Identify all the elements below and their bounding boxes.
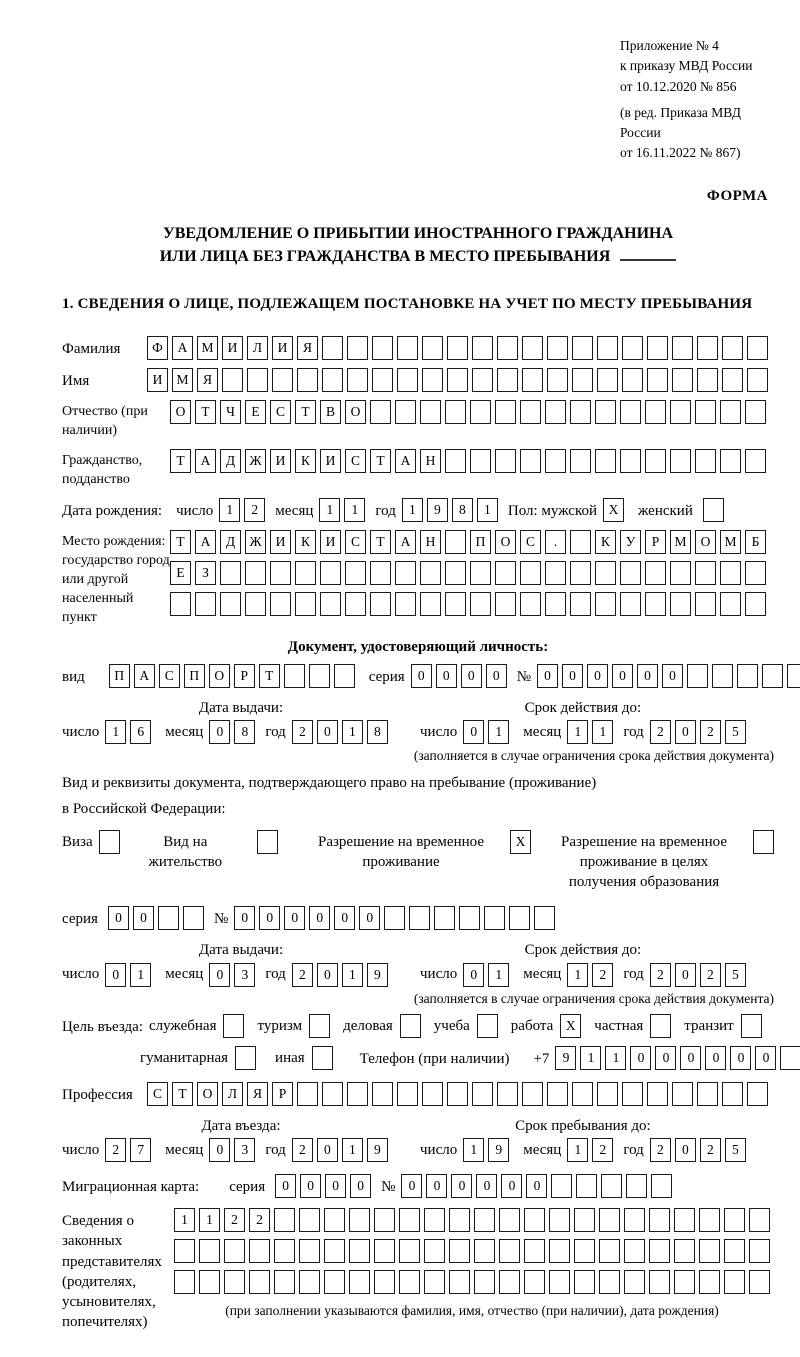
day-label: число (420, 723, 458, 740)
purpose-lead-label: Цель въезда: (62, 1018, 143, 1035)
citizenship-cells: Т А Д Ж И К И С Т А Н (170, 449, 766, 473)
valid-until-heading: Срок действия до: (524, 699, 642, 716)
residence-intro-line1: Вид и реквизиты документа, подтверждающего право на пребывание (проживание) (62, 775, 597, 792)
stay-month: 1 2 (567, 1138, 613, 1162)
number-label: № (381, 1179, 396, 1196)
day-label: число (420, 1141, 458, 1158)
migration-card-label: Миграционная карта: (62, 1179, 200, 1196)
residence-number-cells: 0 0 0 0 0 0 (234, 906, 555, 930)
stay-until-col (420, 1116, 746, 1162)
profession-row (62, 1082, 774, 1106)
document-title-line2: ИЛИ ЛИЦА БЕЗ ГРАЖДАНСТВА В МЕСТО ПРЕБЫВАНИЯ (62, 245, 774, 268)
seriya-label: серия (229, 1179, 266, 1196)
residence-permit-label: Вид на жительство (148, 833, 223, 870)
entry-year: 2 0 1 9 (292, 1138, 388, 1162)
residence-permit-options (62, 830, 774, 893)
purpose-humanitarian: гуманитарная (140, 1046, 256, 1070)
identity-expiry-fields (420, 720, 746, 744)
sex-female-checkbox (703, 498, 724, 522)
identity-issue-day: 1 6 (105, 720, 151, 744)
migration-seriya-cells: 0 0 0 0 (275, 1174, 371, 1198)
year-label: год (265, 723, 286, 740)
purpose-work-checkbox: X (560, 1014, 581, 1038)
residence-issue-fields (62, 963, 420, 987)
appendix-block (620, 36, 774, 164)
phone-prefix: +7 (533, 1050, 550, 1067)
year-label: год (623, 966, 644, 983)
identity-doc-row (62, 664, 774, 688)
doc-seriya-cells: 0 0 0 0 (411, 664, 507, 688)
year-label: год (623, 1141, 644, 1158)
seriya-label: серия (368, 668, 405, 685)
purpose-tourism: туризм (257, 1014, 330, 1038)
birthplace-cells-line2: Е З (170, 561, 766, 585)
identity-expiry-year: 2 0 2 5 (650, 720, 746, 744)
name-row (62, 368, 774, 392)
patronymic-row (62, 400, 774, 441)
identity-doc-heading: Документ, удостоверяющий личность: (287, 639, 549, 656)
residence-doc-dates (62, 940, 774, 986)
phone-cells: 9 1 1 0 0 0 0 0 0 (555, 1046, 800, 1070)
residence-expiry-col (420, 940, 746, 986)
residence-issue-col (62, 940, 420, 986)
identity-expiry-col (420, 698, 746, 744)
residence-issue-month: 0 3 (209, 963, 255, 987)
day-label: число (62, 1141, 100, 1158)
entry-month: 0 3 (209, 1138, 255, 1162)
month-label: месяц (275, 502, 314, 519)
restriction-note: (заполняется в случае ограничения срока действия документа) (413, 990, 774, 1006)
title-blank-underline (620, 259, 676, 261)
purpose-study-checkbox (477, 1014, 498, 1038)
identity-issue-year: 2 0 1 8 (292, 720, 388, 744)
restriction-note: (заполняется в случае ограничения срока действия документа) (413, 747, 774, 763)
name-label: Имя (62, 373, 90, 390)
purpose-business: деловая (343, 1014, 421, 1038)
purpose-official: служебная (149, 1014, 245, 1038)
purpose-transit: транзит (684, 1014, 761, 1038)
citizenship-row (62, 449, 774, 490)
purpose-other: иная (275, 1046, 333, 1070)
representatives-cells-line2 (174, 1239, 770, 1263)
edu-permit-label: Разрешение на временное проживание в целях получения образования (561, 833, 727, 891)
birthplace-cells-block (170, 530, 766, 616)
representatives-row (62, 1208, 774, 1333)
birthplace-cells-line1: Т А Д Ж И К И С Т А Н П О С . К У Р М О М Б (170, 530, 766, 554)
vid-label: вид (62, 668, 85, 685)
birthplace-cells-line3 (170, 592, 766, 616)
number-label: № (213, 911, 229, 928)
temp-permit-option (302, 830, 531, 873)
purpose-row-1 (62, 1014, 774, 1038)
stay-year: 2 0 2 5 (650, 1138, 746, 1162)
identity-issue-col (62, 698, 420, 744)
birthplace-row (62, 530, 774, 627)
residence-expiry-day: 0 1 (463, 963, 509, 987)
sex-male-label: Пол: мужской (507, 502, 598, 519)
document-title (62, 222, 774, 268)
valid-until-heading: Срок действия до: (524, 942, 642, 959)
profession-label: Профессия (62, 1086, 133, 1103)
birthdate-label: Дата рождения: (62, 502, 163, 519)
appendix-line: к приказу МВД России (620, 58, 753, 74)
doc-type-cells: П А С П О Р Т (109, 664, 355, 688)
entry-date-col (62, 1116, 420, 1162)
month-label: месяц (165, 966, 204, 983)
residence-permit-checkbox (257, 830, 278, 854)
day-label: число (62, 723, 100, 740)
year-label: год (265, 966, 286, 983)
day-label: число (176, 502, 214, 519)
visa-checkbox (99, 830, 120, 854)
number-label: № (516, 668, 531, 685)
issue-date-heading: Дата выдачи: (198, 942, 284, 959)
birthplace-label: Место рождения: государство город или другой населенный пункт (62, 533, 170, 625)
doc-number-cells: 0 0 0 0 0 0 (537, 664, 800, 688)
sex-female-label: женский (638, 502, 693, 519)
day-label: число (62, 966, 100, 983)
purpose-tourism-checkbox (309, 1014, 330, 1038)
representatives-note: (при заполнении указываются фамилия, имя, отчество (при наличии), дата рождения) (225, 1303, 719, 1319)
representatives-cells-block (174, 1208, 770, 1320)
entry-stay-dates (62, 1116, 774, 1162)
profession-cells: С Т О Л Я Р (147, 1082, 768, 1106)
entry-day: 2 7 (105, 1138, 151, 1162)
issue-date-heading: Дата выдачи: (198, 699, 284, 716)
month-label: месяц (523, 966, 562, 983)
identity-expiry-month: 1 1 (567, 720, 613, 744)
day-label: число (420, 966, 458, 983)
purpose-private: частная (594, 1014, 671, 1038)
month-label: месяц (165, 1141, 204, 1158)
purpose-study: учеба (434, 1014, 498, 1038)
surname-label: Фамилия (62, 341, 121, 358)
appendix-line: Приложение № 4 (620, 38, 719, 53)
identity-issue-fields (62, 720, 420, 744)
representatives-cells-line1: 1 1 2 2 (174, 1208, 770, 1232)
purpose-other-checkbox (312, 1046, 333, 1070)
purpose-private-checkbox (650, 1014, 671, 1038)
revision-line: от 16.11.2022 № 867) (620, 145, 741, 161)
residence-seriya-cells: 0 0 (108, 906, 204, 930)
forma-label: ФОРМА (706, 187, 768, 204)
residence-seriya-row (62, 906, 774, 930)
migration-number-cells: 0 0 0 0 0 0 (401, 1174, 672, 1198)
residence-issue-day: 0 1 (105, 963, 151, 987)
residence-permit-option (144, 830, 278, 873)
month-label: месяц (523, 1141, 562, 1158)
appendix-line: от 10.12.2020 № 856 (620, 78, 737, 94)
month-label: месяц (165, 723, 204, 740)
purpose-official-checkbox (223, 1014, 244, 1038)
birth-year-cells: 1 9 8 1 (402, 498, 498, 522)
purpose-business-checkbox (400, 1014, 421, 1038)
representatives-label: Сведения о законных представителях (родителях, усыновителях, попечителях) (62, 1213, 162, 1331)
year-label: год (265, 1141, 286, 1158)
purpose-humanitarian-checkbox (235, 1046, 256, 1070)
residence-expiry-month: 1 2 (567, 963, 613, 987)
visa-label: Виза (62, 833, 93, 850)
entry-date-heading: Дата въезда: (201, 1117, 281, 1134)
entry-date-fields (62, 1138, 420, 1162)
temp-permit-checkbox: X (510, 830, 531, 854)
purpose-transit-checkbox (741, 1014, 762, 1038)
month-label: месяц (523, 723, 562, 740)
name-cells: И М Я (147, 368, 768, 392)
surname-row (62, 336, 774, 360)
identity-doc-dates (62, 698, 774, 744)
residence-expiry-year: 2 0 2 5 (650, 963, 746, 987)
birth-day-cells: 1 2 (219, 498, 265, 522)
birth-month-cells: 1 1 (319, 498, 365, 522)
citizenship-label: Гражданство, подданство (62, 453, 143, 488)
representatives-cells-line3 (174, 1270, 770, 1294)
edu-permit-option (545, 830, 774, 893)
identity-expiry-day: 0 1 (463, 720, 509, 744)
document-title-line1: УВЕДОМЛЕНИЕ О ПРИБЫТИИ ИНОСТРАННОГО ГРАЖДАНИНА (162, 224, 674, 242)
purpose-work: работа X (511, 1014, 582, 1038)
visa-option (62, 830, 120, 854)
residence-issue-year: 2 0 1 9 (292, 963, 388, 987)
stay-until-heading: Срок пребывания до: (515, 1117, 651, 1134)
revision-line: (в ред. Приказа МВД России (620, 104, 741, 140)
migration-card-row (62, 1174, 774, 1198)
section1-heading: 1. СВЕДЕНИЯ О ЛИЦЕ, ПОДЛЕЖАЩЕМ ПОСТАНОВКЕ НА УЧЕТ ПО МЕСТУ ПРЕБЫВАНИЯ (62, 296, 753, 313)
birthdate-row (62, 498, 774, 522)
residence-expiry-fields (420, 963, 746, 987)
surname-cells: Ф А М И Л И Я (147, 336, 768, 360)
sex-male-checkbox: X (603, 498, 624, 522)
year-label: год (375, 502, 396, 519)
purpose-row-2 (62, 1046, 774, 1070)
stay-day: 1 9 (463, 1138, 509, 1162)
stay-until-fields (420, 1138, 746, 1162)
patronymic-label: Отчество (при наличии) (62, 404, 148, 439)
edu-permit-checkbox (753, 830, 774, 854)
seriya-label: серия (62, 911, 98, 928)
residence-intro-line2: в Российской Федерации: (62, 801, 226, 818)
year-label: год (623, 723, 644, 740)
identity-issue-month: 0 8 (209, 720, 255, 744)
temp-permit-label: Разрешение на временное проживание (318, 833, 484, 870)
phone-label: Телефон (при наличии) (359, 1050, 510, 1067)
patronymic-cells: О Т Ч Е С Т В О (170, 400, 766, 424)
